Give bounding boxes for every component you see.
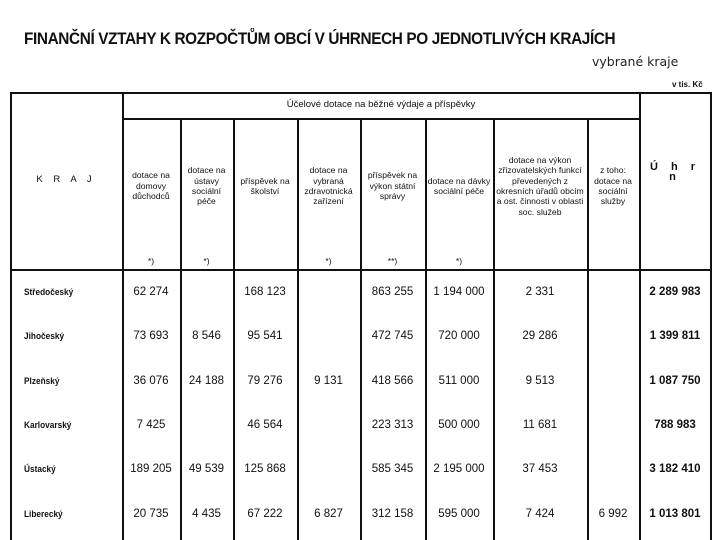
column-header: dotace na domovy důchodců [132, 170, 170, 202]
row-total: 1 087 750 [649, 375, 701, 387]
column-header: dotace na výkon zřizovatelských funkcí převedených z okresních úřadů obcím a ost. činnosti v oblasti soc. služeb [496, 154, 584, 217]
table-cell: 312 158 [371, 508, 414, 520]
column-header: příspěvek na výkon státní správy [367, 170, 418, 202]
row-total: 1 013 801 [649, 508, 701, 520]
table-cell: 6 992 [598, 508, 628, 520]
row-total: 2 289 983 [649, 286, 701, 298]
row-total: 788 983 [654, 419, 696, 431]
column-footnote-mark: *) [147, 256, 155, 266]
table-cell: 29 286 [522, 330, 558, 342]
table-cell: 24 188 [188, 375, 225, 387]
column-divider [493, 118, 495, 540]
table-cell: 125 868 [244, 463, 286, 475]
banner-header: Účelové dotace na běžné výdaje a příspěvky [286, 98, 476, 110]
unit-label: v tis. Kč [672, 80, 703, 89]
uhrn-header: Ú h r n [649, 160, 701, 183]
column-footnote-mark: *) [203, 256, 210, 266]
table-cell: 511 000 [438, 375, 480, 387]
column-divider [425, 118, 427, 540]
table-cell: 37 453 [522, 463, 558, 475]
column-divider [587, 118, 589, 540]
table-cell: 11 681 [522, 419, 558, 431]
table-cell: 9 131 [314, 375, 343, 387]
table-cell: 36 076 [133, 375, 169, 387]
column-footnote-mark: *) [325, 256, 332, 266]
row-total: 1 399 811 [649, 330, 701, 342]
table-cell: 95 541 [247, 330, 283, 342]
table-cell: 4 435 [192, 508, 221, 520]
table-cell: 20 735 [133, 508, 169, 520]
table-cell: 73 693 [133, 330, 169, 342]
column-divider [180, 118, 182, 540]
table-cell: 189 205 [130, 463, 172, 475]
table-cell: 6 827 [314, 508, 343, 520]
document-title: FINANČNÍ VZTAHY K ROZPOČTŮM OBCÍ V ÚHRNECH PO JEDNOTLIVÝCH KRAJÍCH [24, 30, 616, 48]
row-kraj-name: Středočeský [24, 287, 74, 297]
table-cell: 2 331 [525, 286, 555, 298]
table-cell: 49 539 [188, 463, 225, 475]
column-divider [297, 118, 299, 540]
column-header: dotace na dávky sociální péče [427, 175, 491, 196]
column-divider [360, 118, 362, 540]
column-divider [233, 118, 235, 540]
table-border-right [710, 92, 712, 540]
table-cell: 863 255 [371, 286, 414, 298]
document-subtitle: vybrané kraje [592, 54, 679, 69]
row-kraj-name: Karlovarský [24, 420, 72, 430]
table-cell: 418 566 [371, 375, 414, 387]
table-cell: 2 195 000 [433, 463, 485, 475]
table-cell: 223 313 [371, 419, 414, 431]
column-header: z toho: dotace na sociální služby [594, 165, 632, 207]
table-cell: 472 745 [371, 330, 414, 342]
table-cell: 79 276 [247, 375, 283, 387]
table-cell: 168 123 [244, 286, 286, 298]
row-kraj-name: Liberecký [24, 509, 63, 519]
table-cell: 46 564 [247, 419, 283, 431]
table-cell: 8 546 [192, 330, 221, 342]
row-total: 3 182 410 [649, 463, 701, 475]
column-header: dotace na vybraná zdravotnická zařízení [304, 165, 353, 207]
table-cell: 67 222 [247, 508, 283, 520]
column-header: dotace na ústavy sociální péče [187, 165, 226, 207]
table-cell: 7 424 [525, 508, 555, 520]
table-cell: 500 000 [438, 419, 480, 431]
table-cell: 595 000 [438, 508, 480, 520]
table-cell: 585 345 [371, 463, 414, 475]
kraj-header: K R A J [36, 173, 96, 185]
table-cell: 1 194 000 [433, 286, 485, 298]
row-kraj-name: Jihočeský [24, 331, 65, 341]
column-footnote-mark: *) [455, 256, 463, 266]
table-cell: 62 274 [133, 286, 169, 298]
table-cell: 7 425 [136, 419, 166, 431]
row-kraj-name: Plzeňský [24, 376, 60, 386]
table-cell: 9 513 [525, 375, 555, 387]
column-header: příspěvek na školství [240, 175, 290, 196]
row-kraj-name: Ústacký [24, 464, 56, 474]
table-cell: 720 000 [438, 330, 480, 342]
column-footnote-mark: **) [387, 256, 398, 266]
